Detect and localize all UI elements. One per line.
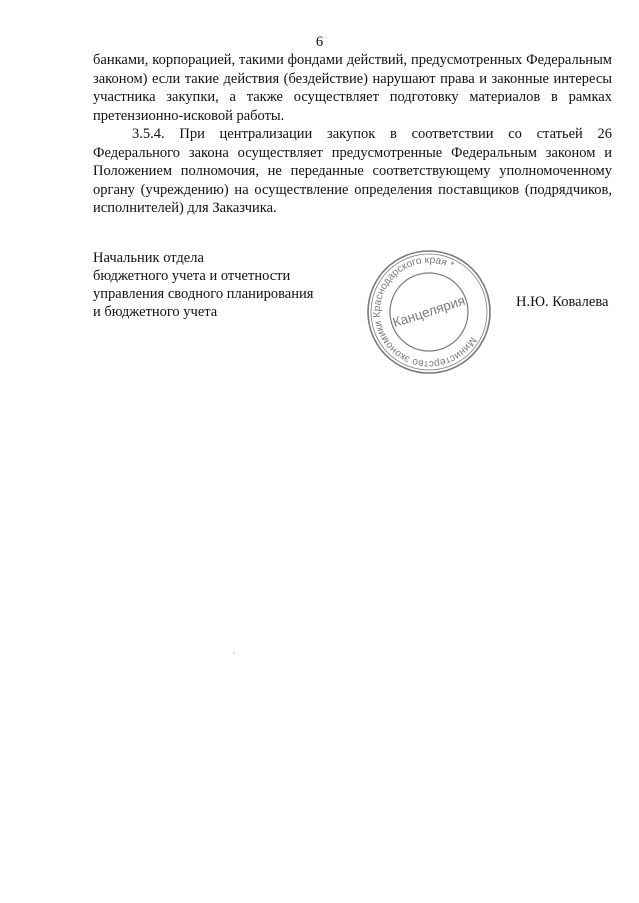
page-number: 6 — [315, 34, 324, 50]
paragraph-3-5-4: 3.5.4. При централизации закупок в соответствии со статьей 26 Федерального закона осуществляет предусмотренные Федеральным законом и Положением полномочия, не переданные соответствующему уполномоченному органу (учреждению) на осуществление определения поставщиков (подрядчиков, исполнителей) для Заказчика. — [93, 126, 612, 216]
body-text — [93, 51, 612, 218]
signatory-title-line: управления сводного планирования — [93, 286, 314, 302]
office-stamp — [365, 248, 493, 376]
scan-speck — [233, 652, 235, 654]
stamp-center-text: Канцелярия — [390, 292, 467, 331]
signatory-title — [93, 249, 313, 321]
signer-name: Н.Ю. Ковалева — [516, 294, 609, 310]
signatory-title-line: бюджетного учета и отчетности — [93, 268, 291, 284]
signatory-title-line: и бюджетного учета — [93, 304, 218, 320]
signatory-title-line: Начальник отдела — [93, 250, 204, 266]
paragraph-continuation: банками, корпорацией, такими фондами действий, предусмотренных Федеральным законом) если такие действия (бездействие) нарушают права и законные интересы участника закупки, а также осуществляет подготовку материалов в рамках претензионно-исковой работы. — [93, 52, 612, 124]
stamp-outer-text: Министерство экономики Краснодарского края * — [371, 254, 479, 370]
office-stamp-graphic — [365, 248, 493, 376]
